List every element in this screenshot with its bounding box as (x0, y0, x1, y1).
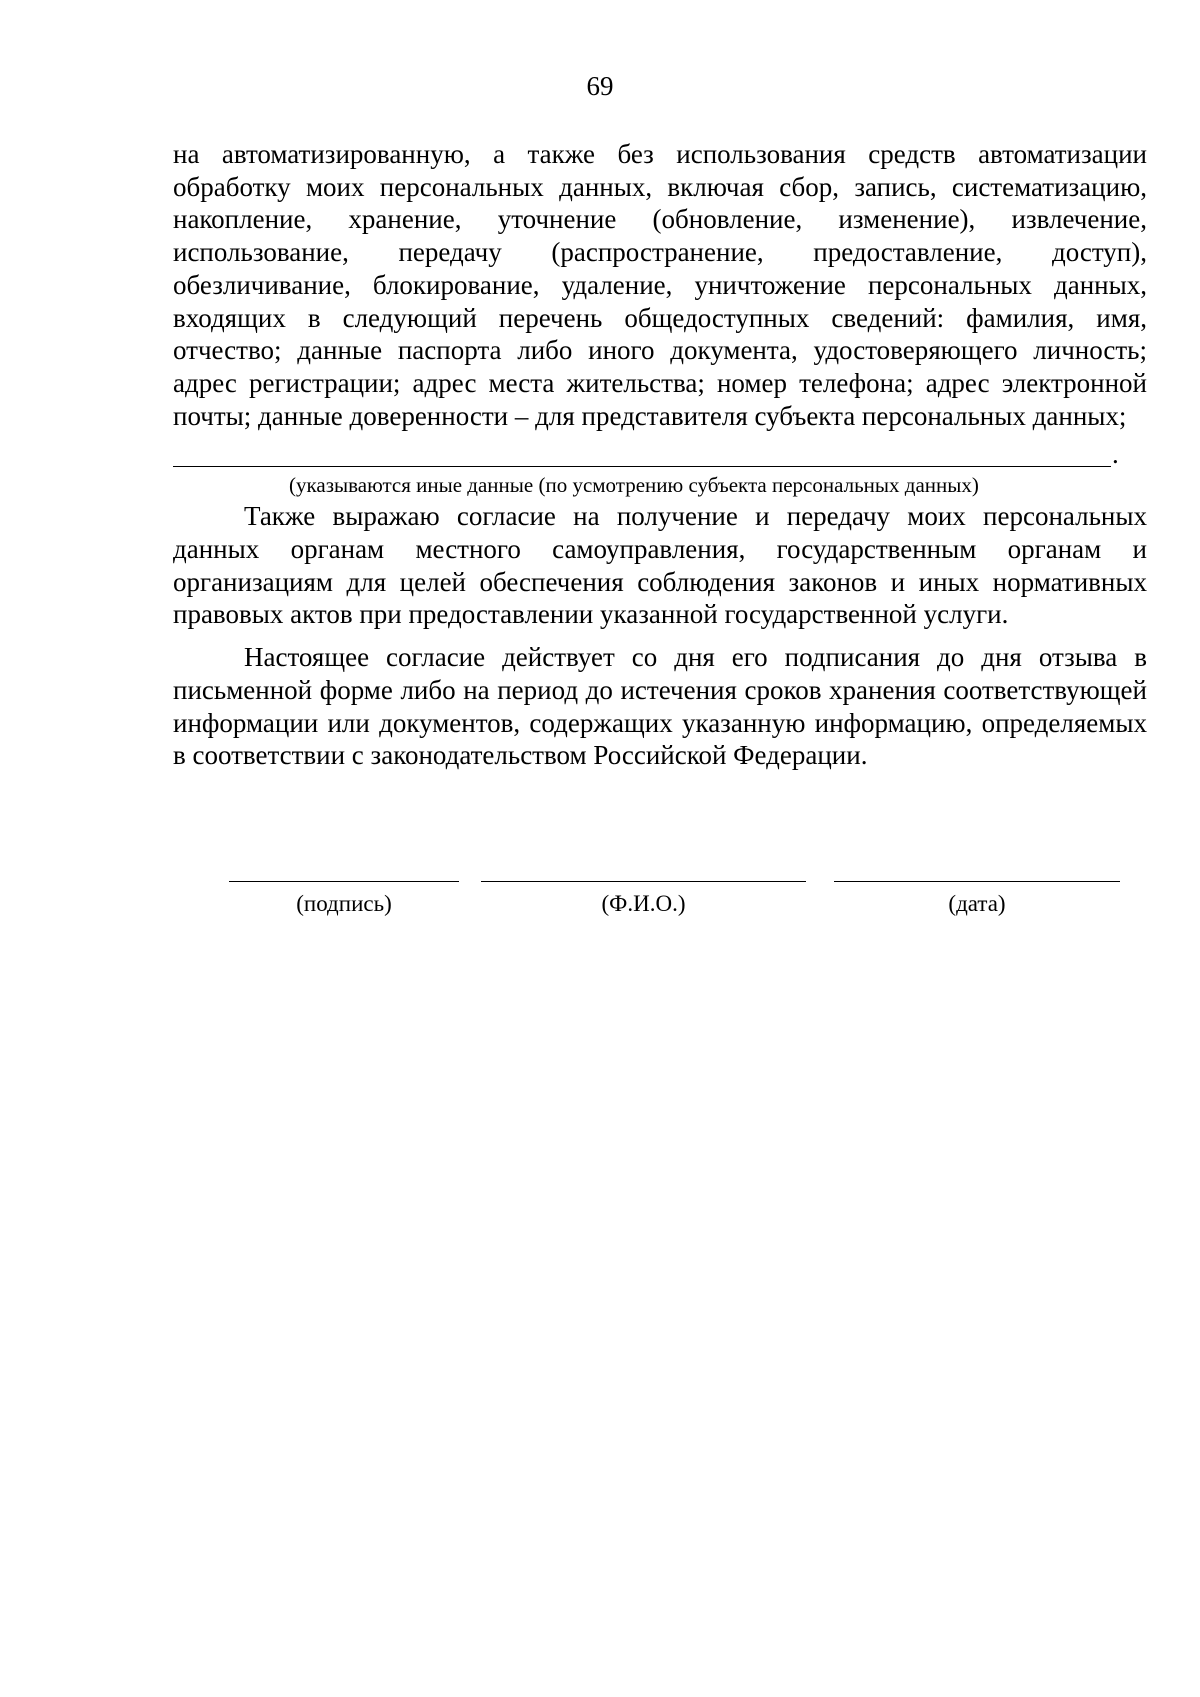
consent-paragraph-processing: на автоматизированную, а также без использования средств автоматизации обработку моих персональных данных, включая сбор, запись, систематизацию, накопление, хранение, уточнение (обновление, изменение), извлечение, использование, передачу (распространение, предоставление, доступ), обезличивание, блокирование, удаление, уничтожение персональных данных, входящих в следующий перечень общедоступных сведений: фамилия, имя, отчество; данные паспорта либо иного документа, удостоверяющего личность; адрес регистрации; адрес места жительства; номер телефона; адрес электронной почты; данные доверенности – для представителя субъекта персональных данных; (173, 139, 1147, 431)
signature-underline (229, 868, 459, 882)
fill-underline (173, 466, 1111, 467)
other-data-fill-line[interactable] (173, 432, 1147, 472)
page-number: 69 (586, 71, 614, 101)
date-field[interactable] (834, 868, 1120, 918)
date-label: (дата) (948, 891, 1006, 916)
signature-field[interactable] (229, 868, 459, 918)
full-name-underline (481, 868, 806, 882)
consent-paragraph-transfer: Также выражаю согласие на получение и передачу моих персональных данных органам местного самоуправления, государственным органам и организациям для целей обеспечения соблюдения законов и иных нормативных правовых актов при предоставлении указанной государственной услуги. (173, 501, 1147, 630)
fill-line-caption: (указываются иные данные (по усмотрению субъекта персональных данных) (289, 473, 979, 498)
date-underline (834, 868, 1120, 882)
full-name-field[interactable] (481, 868, 806, 918)
document-body (173, 138, 1147, 772)
signature-row (0, 868, 1200, 928)
fill-terminator: . (1112, 439, 1119, 470)
signature-label: (подпись) (296, 891, 392, 916)
consent-paragraph-validity: Настоящее согласие действует со дня его подписания до дня отзыва в письменной форме либо на период до истечения сроков хранения соответствующей информации или документов, содержащих указанную информацию, определяемых в соответствии с законодательством Российской Федерации. (173, 642, 1147, 771)
full-name-label: (Ф.И.О.) (601, 891, 686, 916)
